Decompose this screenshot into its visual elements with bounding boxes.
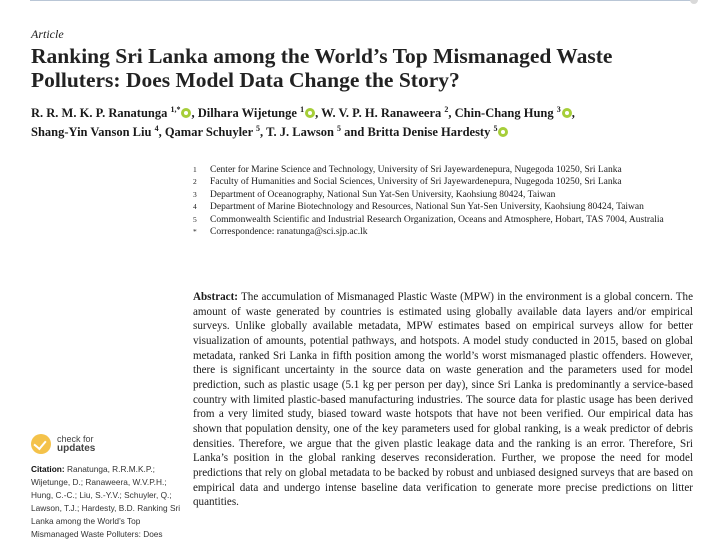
author-name: Chin-Chang Hung [454, 106, 554, 120]
abstract [193, 290, 693, 510]
affiliation-text: Department of Marine Biotechnology and Resources, National Sun Yat-Sen University, Kaohsiung 80424, Taiwan [210, 202, 644, 213]
orcid-icon[interactable] [305, 108, 315, 118]
author-name: R. R. M. K. P. Ranatunga [31, 106, 168, 120]
affiliation-number: 2 [193, 177, 197, 187]
author-affiliation-marker: 5 [256, 123, 261, 133]
author-name: Shang-Yin Vanson Liu [31, 125, 152, 139]
affiliation-text: Faculty of Humanities and Social Sciences, University of Sri Jayewardenepura, Nugegoda 10250, Sri Lanka [210, 177, 622, 188]
abstract-label: Abstract: [193, 291, 238, 303]
affiliation-number: 3 [193, 189, 197, 199]
affiliation-number: 5 [193, 214, 197, 224]
header-rule [0, 0, 720, 4]
citation-label: Citation: [31, 464, 65, 474]
orcid-icon[interactable] [498, 127, 508, 137]
affiliations [193, 164, 713, 238]
author-name: W. V. P. H. Ranaweera [321, 106, 442, 120]
author-affiliation-marker: 4 [154, 123, 159, 133]
author-separator: , [260, 125, 267, 139]
author-affiliation-marker: 3 [556, 104, 561, 114]
author-separator: , [191, 106, 198, 120]
author[interactable] [266, 125, 367, 139]
author-affiliation-marker: 2 [444, 104, 449, 114]
author-list [31, 104, 711, 142]
citation-text: Ranatunga, R.R.M.K.P.; Wijetunge, D.; Ranaweera, W.V.P.H.; Hung, C.-C.; Liu, S.-Y.V.; Schuyler, Q.; Lawson, T.J.; Hardesty, B.D. Ranking Sri Lanka among the World’s Top Mismanaged Waste Polluters: Does [31, 464, 181, 539]
article-type: Article [31, 27, 64, 41]
author-separator: , [315, 106, 322, 120]
affiliation-item [193, 189, 713, 201]
author-name: Qamar Schuyler [164, 125, 253, 139]
author-separator: , [158, 125, 165, 139]
author[interactable] [198, 106, 321, 120]
author[interactable] [367, 125, 508, 139]
affiliation-number: 4 [193, 202, 197, 212]
abstract-text: The accumulation of Mismanaged Plastic Waste (MPW) in the environment is a global concern. The amount of waste generated by countries is estimated using globally available data layers and/or empirical surveys. Unlike globally available metadata, MPW estimates based on empirical surveys allow for better visualization of amounts, potential pathways, and hotspots. A model study conducted in 2015, based on global metadata, ranked Sri Lanka in fifth position among the world’s worst mismanaged plastic offenders. However, there is significant uncertainty in the source data on waste generation and the parameters used for model prediction, such as plastic usage (5.1 kg per person per day), since Sri Lanka is predominantly a service-based country with limited plastic-based manufacturing industries. The source data for plastic usage has been derived from a very limited study, biased toward waste hotspots that have not been verified. Our empirical data has shown that population density, one of the key parameters used for global ranking, is a weak predictor of debris densities. Therefore, we argue that the given plastic leakage data and the ranking is an error. Therefore, Sri Lanka’s position in the global ranking deserves reconsideration. Further, we propose the need for model predictions that rely on global metadata to be backed by robust and unbiased designed surveys that are based on empirical data and undergo intense baseline data verification to generate more precise predictions on litter quantities. [193, 291, 694, 509]
orcid-icon[interactable] [562, 108, 572, 118]
affiliation-item [193, 164, 713, 176]
journal-logo-icon [690, 0, 698, 4]
updates-line1: check for [57, 434, 94, 444]
author[interactable] [321, 106, 455, 120]
affiliation-item [193, 226, 713, 238]
affiliation-item [193, 201, 713, 213]
affiliation-text: Correspondence: ranatunga@sci.sjp.ac.lk [210, 227, 368, 238]
affiliation-text: Department of Oceanography, National Sun Yat-Sen University, Kaohsiung 80424, Taiwan [210, 189, 556, 200]
author-affiliation-marker: 1,* [170, 104, 181, 114]
author-name: Dilhara Wijetunge [197, 106, 297, 120]
affiliation-item [193, 214, 713, 226]
updates-line2: updates [57, 443, 96, 454]
affiliation-text: Center for Marine Science and Technology, University of Sri Jayewardenepura, Nugegoda 10250, Sri Lanka [210, 165, 622, 175]
citation [31, 463, 181, 540]
paper-title: Ranking Sri Lanka among the World’s Top Mismanaged Waste Polluters: Does Model Data Change the Story? [31, 44, 613, 92]
orcid-icon[interactable] [181, 108, 191, 118]
affiliation-number: * [193, 227, 197, 237]
author[interactable] [31, 106, 198, 120]
author-separator: and [341, 125, 368, 139]
author-name: Britta Denise Hardesty [367, 125, 491, 139]
author[interactable] [31, 125, 165, 139]
author-affiliation-marker: 1 [300, 104, 305, 114]
author[interactable] [165, 125, 266, 139]
affiliation-number: 1 [193, 165, 197, 174]
author-separator: , [571, 106, 575, 120]
author-affiliation-marker: 5 [493, 123, 498, 133]
author[interactable] [455, 106, 575, 120]
author-name: T. J. Lawson [266, 125, 334, 139]
check-for-updates-badge[interactable] [31, 434, 95, 454]
author-separator: , [448, 106, 455, 120]
header-line [30, 0, 692, 1]
author-affiliation-marker: 5 [337, 123, 342, 133]
affiliation-text: Commonwealth Scientific and Industrial Research Organization, Oceans and Atmosphere, Hobart, TAS 7004, Australia [210, 214, 664, 225]
check-updates-icon [31, 434, 51, 454]
affiliation-item [193, 176, 713, 188]
